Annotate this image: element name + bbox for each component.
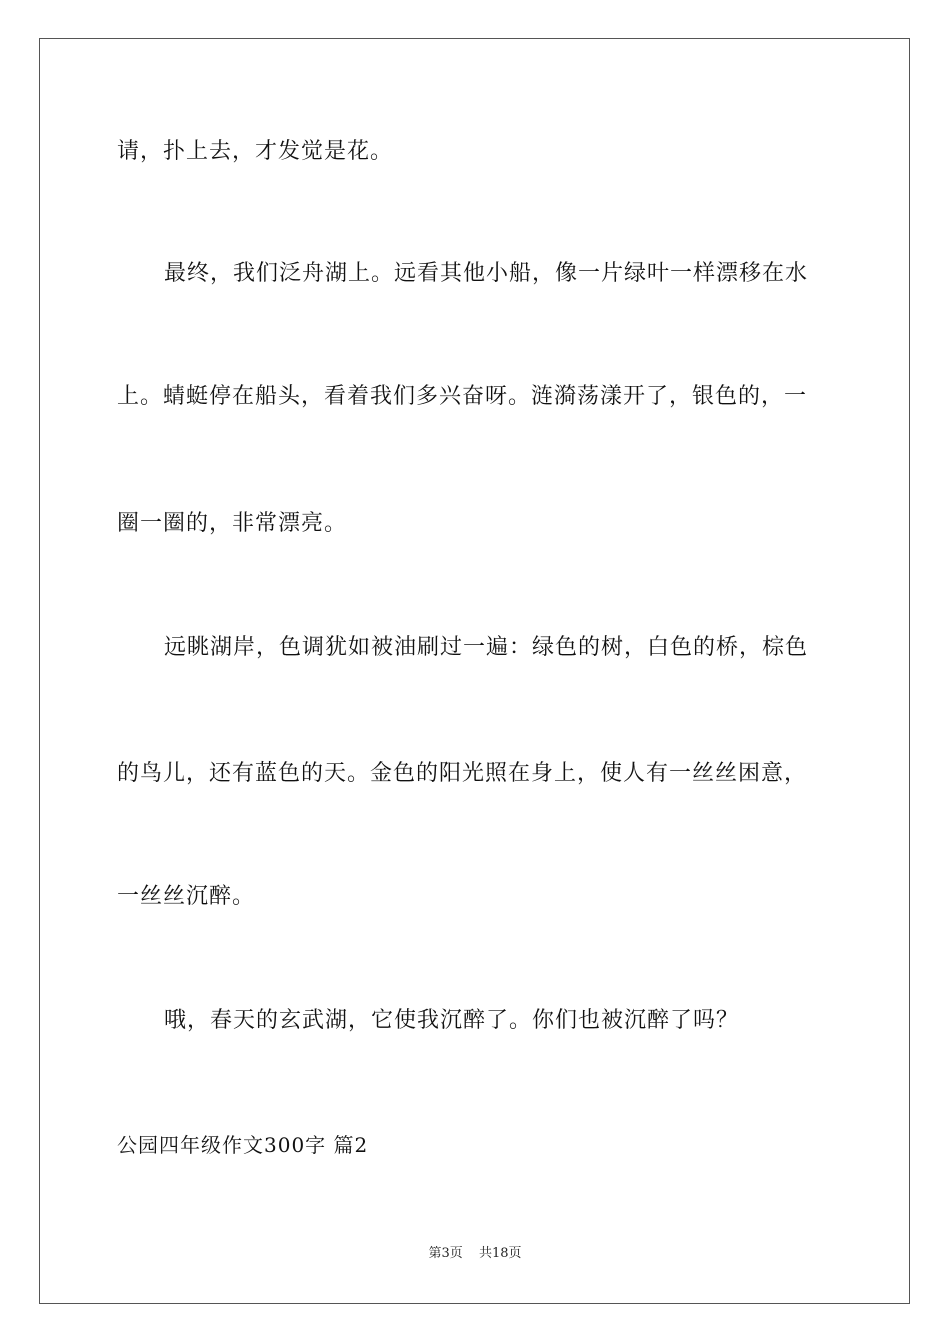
page-number: 第3页 [428,1246,463,1261]
paragraph-start-line: 最终，我们泛舟湖上。远看其他小船，像一片绿叶一样漂移在水 [164,261,809,286]
text-line-1: 请，扑上去，才发觉是花。 [117,139,394,164]
text-line-3: 上。蜻蜓停在船头，看着我们多兴奋呀。涟漪荡漾开了，银色的，一 [117,384,808,409]
page-footer [0,1245,950,1263]
text-line-6: 的鸟儿，还有蓝色的天。金色的阳光照在身上，使人有一丝丝困意， [117,761,808,786]
page-frame [39,38,910,1304]
text-line-4: 圈一圈的，非常漂亮。 [117,511,348,536]
page-total: 共18页 [478,1246,522,1261]
section-heading: 公园四年级作文300字 篇2 [117,1133,369,1157]
paragraph-start-line: 哦，春天的玄武湖，它使我沉醉了。你们也被沉醉了吗？ [164,1008,740,1033]
text-line-7: 一丝丝沉醉。 [117,884,256,909]
paragraph-start-line: 远眺湖岸，色调犹如被油刷过一遍：绿色的树，白色的桥，棕色 [164,635,809,660]
